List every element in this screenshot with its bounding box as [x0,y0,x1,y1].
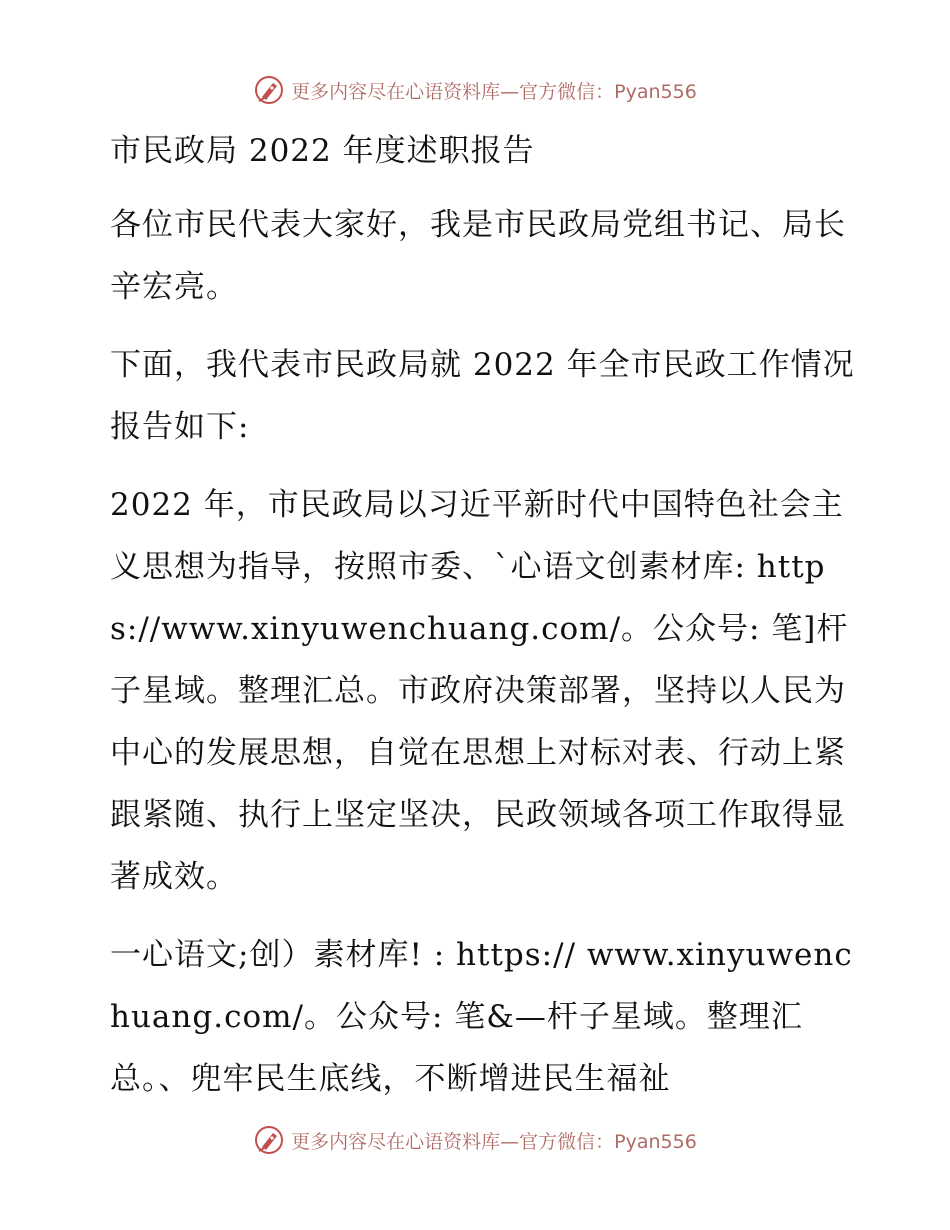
header-watermark-banner [0,70,950,110]
paragraph-greeting: 各位市民代表大家好，我是市民政局党组书记、局长辛宏亮。 [110,207,846,305]
pen-nib-icon [253,74,285,106]
document-body [98,120,858,1126]
footer-watermark-banner [0,1120,950,1160]
document-title: 市民政局 2022 年度述职报告 [110,133,535,169]
banner-text: 更多内容尽在心语资料库—官方微信：Pyan556 [291,80,697,103]
paragraph-section-one: 一心语文;创）素材库! : https:// www.xinyuwenchuang.com/。公众号: 笔&—杆子星域。整理汇总。、兜牢民生底线，不断增进民生福祉 [110,937,853,1097]
banner-text: 更多内容尽在心语资料库—官方微信：Pyan556 [291,1130,697,1153]
paragraph-intro: 下面，我代表市民政局就 2022 年全市民政工作情况报告如下: [110,347,855,445]
pen-nib-icon [253,1124,285,1156]
paragraph-summary: 2022 年，市民政局以习近平新时代中国特色社会主义思想为指导，按照市委、`心语文创素材库: https://www.xinyuwenchuang.com/。公众号: 笔]杆子星域。整理汇总。市政府决策部署，坚持以人民为中心的发展思想，自觉在思想上对标对表、行动上紧跟紧随、执行上坚定坚决，民政领域各项工作取得显著成效。 [110,487,849,895]
